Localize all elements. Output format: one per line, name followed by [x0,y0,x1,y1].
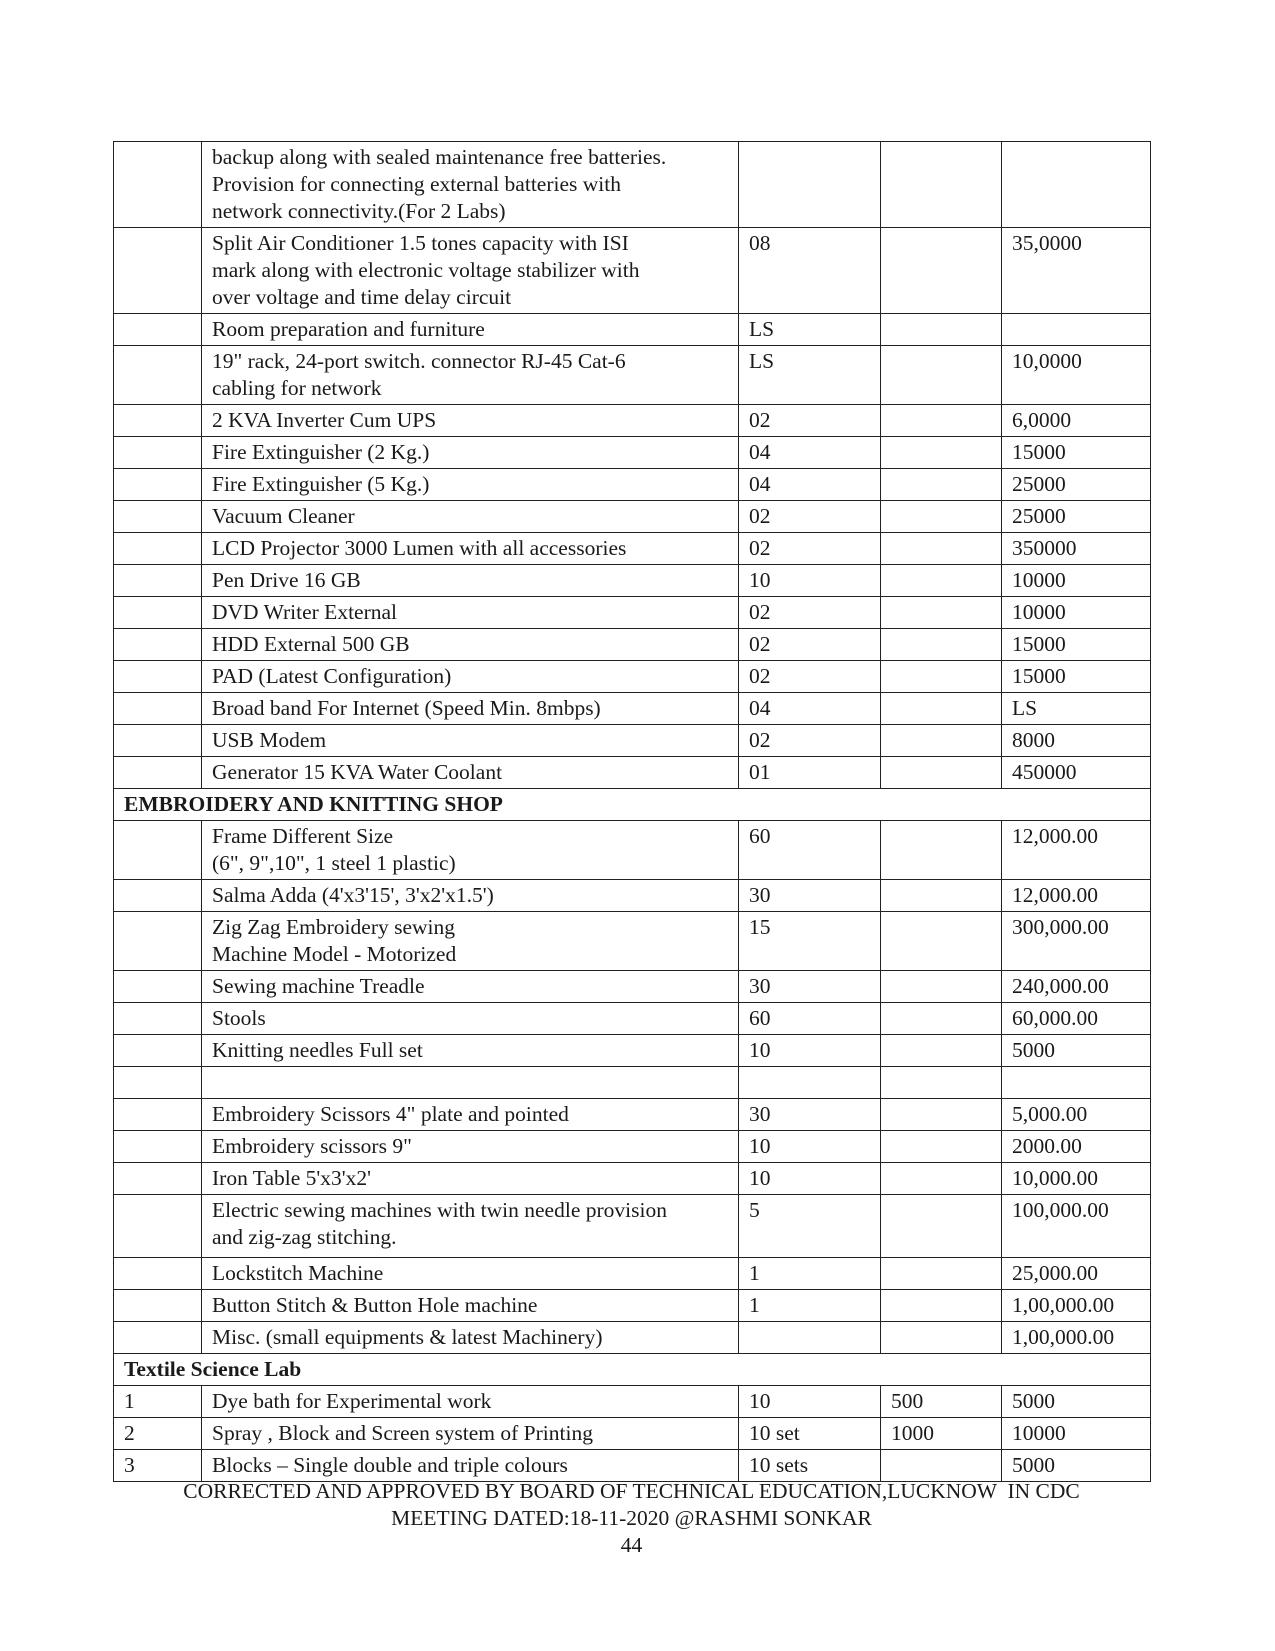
serial-number-cell [114,501,202,533]
description-cell: Zig Zag Embroidery sewing Machine Model - Motorized [202,912,739,971]
serial-number-cell [114,142,202,228]
description-cell: PAD (Latest Configuration) [202,661,739,693]
description-cell: Sewing machine Treadle [202,971,739,1003]
table-row [114,437,1151,469]
serial-number-cell [114,597,202,629]
cost-cell: 12,000.00 [1002,821,1151,880]
rate-cell [881,971,1002,1003]
table-row [114,1131,1151,1163]
cost-cell: 10000 [1002,597,1151,629]
rate-cell [881,501,1002,533]
description-cell: 19" rack, 24-port switch. connector RJ-45 Cat-6 cabling for network [202,346,739,405]
quantity-cell: 02 [739,533,881,565]
table-row [114,405,1151,437]
cost-cell: 5000 [1002,1450,1151,1482]
rate-cell [881,469,1002,501]
description-cell: Button Stitch & Button Hole machine [202,1290,739,1322]
rate-cell [881,880,1002,912]
description-cell: Iron Table 5'x3'x2' [202,1163,739,1195]
quantity-cell: 02 [739,629,881,661]
description-cell: Electric sewing machines with twin needle provision and zig-zag stitching. [202,1195,739,1258]
description-cell: Lockstitch Machine [202,1258,739,1290]
serial-number-cell [114,725,202,757]
quantity-cell [739,142,881,228]
rate-cell [881,1099,1002,1131]
cost-cell [1002,142,1151,228]
cost-cell: 350000 [1002,533,1151,565]
cost-cell: 6,0000 [1002,405,1151,437]
description-cell: Fire Extinguisher (2 Kg.) [202,437,739,469]
quantity-cell: 60 [739,821,881,880]
table-row [114,725,1151,757]
serial-number-cell [114,693,202,725]
table-row [114,1195,1151,1258]
description-cell: Split Air Conditioner 1.5 tones capacity with ISI mark along with electronic voltage stabilizer with over voltage and time delay circuit [202,228,739,314]
description-cell: Spray , Block and Screen system of Printing [202,1418,739,1450]
table-row [114,661,1151,693]
serial-number-cell [114,912,202,971]
cost-cell: 5000 [1002,1386,1151,1418]
cost-cell: 1,00,000.00 [1002,1290,1151,1322]
rate-cell [881,1035,1002,1067]
quantity-cell: 04 [739,437,881,469]
table-row [114,912,1151,971]
quantity-cell: 10 [739,1131,881,1163]
description-cell: Vacuum Cleaner [202,501,739,533]
cost-cell: 25,000.00 [1002,1258,1151,1290]
description-cell: backup along with sealed maintenance free batteries. Provision for connecting external batteries with network connectivity.(For 2 Labs) [202,142,739,228]
quantity-cell: 10 [739,1163,881,1195]
serial-number-cell [114,629,202,661]
rate-cell [881,1450,1002,1482]
section-row [114,1354,1151,1386]
rate-cell [881,629,1002,661]
cost-cell: 35,0000 [1002,228,1151,314]
serial-number-cell [114,314,202,346]
table-row [114,533,1151,565]
description-cell: Embroidery Scissors 4" plate and pointed [202,1099,739,1131]
cost-cell: 60,000.00 [1002,1003,1151,1035]
rate-cell: 1000 [881,1418,1002,1450]
page-footer [113,1478,1150,1559]
description-cell: USB Modem [202,725,739,757]
serial-number-cell [114,405,202,437]
cost-cell: 5,000.00 [1002,1099,1151,1131]
serial-number-cell: 2 [114,1418,202,1450]
quantity-cell: 02 [739,501,881,533]
cost-cell: 450000 [1002,757,1151,789]
table-row [114,1099,1151,1131]
table-body [114,142,1151,1482]
table-row [114,1163,1151,1195]
serial-number-cell [114,533,202,565]
rate-cell [881,693,1002,725]
description-cell: Knitting needles Full set [202,1035,739,1067]
rate-cell [881,1322,1002,1354]
rate-cell [881,1067,1002,1099]
serial-number-cell [114,1163,202,1195]
quantity-cell: 30 [739,880,881,912]
description-cell: Embroidery scissors 9" [202,1131,739,1163]
rate-cell [881,821,1002,880]
description-cell: DVD Writer External [202,597,739,629]
table-row [114,1322,1151,1354]
quantity-cell: LS [739,346,881,405]
cost-cell: 1,00,000.00 [1002,1322,1151,1354]
description-cell: HDD External 500 GB [202,629,739,661]
rate-cell [881,437,1002,469]
serial-number-cell [114,757,202,789]
description-cell: Frame Different Size (6", 9",10", 1 steel 1 plastic) [202,821,739,880]
serial-number-cell [114,1035,202,1067]
description-cell: Stools [202,1003,739,1035]
table-row [114,821,1151,880]
cost-cell: 25000 [1002,469,1151,501]
rate-cell [881,661,1002,693]
description-cell: Misc. (small equipments & latest Machinery) [202,1322,739,1354]
rate-cell [881,346,1002,405]
cost-cell: 10,0000 [1002,346,1151,405]
rate-cell [881,725,1002,757]
section-heading: Textile Science Lab [114,1354,1151,1386]
rate-cell [881,405,1002,437]
description-cell: Dye bath for Experimental work [202,1386,739,1418]
serial-number-cell [114,1099,202,1131]
serial-number-cell [114,469,202,501]
cost-cell: 5000 [1002,1035,1151,1067]
cost-cell: 10,000.00 [1002,1163,1151,1195]
quantity-cell: 08 [739,228,881,314]
serial-number-cell [114,228,202,314]
rate-cell [881,1163,1002,1195]
rate-cell [881,912,1002,971]
serial-number-cell [114,821,202,880]
quantity-cell: 04 [739,693,881,725]
table-row [114,314,1151,346]
section-row [114,789,1151,821]
serial-number-cell: 1 [114,1386,202,1418]
approval-line-1: CORRECTED AND APPROVED BY BOARD OF TECHNICAL EDUCATION,LUCKNOW IN CDC [183,1479,1080,1503]
description-cell: Blocks – Single double and triple colours [202,1450,739,1482]
quantity-cell: 60 [739,1003,881,1035]
quantity-cell: 04 [739,469,881,501]
table-row [114,565,1151,597]
table-row [114,469,1151,501]
serial-number-cell [114,1003,202,1035]
cost-cell: 240,000.00 [1002,971,1151,1003]
quantity-cell: 02 [739,597,881,629]
serial-number-cell [114,565,202,597]
quantity-cell [739,1322,881,1354]
table-row [114,1386,1151,1418]
quantity-cell: 02 [739,405,881,437]
serial-number-cell [114,346,202,405]
serial-number-cell [114,1322,202,1354]
table-row [114,1003,1151,1035]
table-row [114,880,1151,912]
quantity-cell: 30 [739,971,881,1003]
table-row [114,1418,1151,1450]
serial-number-cell: 3 [114,1450,202,1482]
cost-cell: 10000 [1002,1418,1151,1450]
table-row [114,597,1151,629]
cost-cell: 10000 [1002,565,1151,597]
rate-cell [881,142,1002,228]
rate-cell [881,1195,1002,1258]
quantity-cell: 30 [739,1099,881,1131]
table-row [114,501,1151,533]
description-cell: Generator 15 KVA Water Coolant [202,757,739,789]
section-heading: EMBROIDERY AND KNITTING SHOP [114,789,1151,821]
table-row [114,1067,1151,1099]
cost-cell: 8000 [1002,725,1151,757]
serial-number-cell [114,1290,202,1322]
cost-cell: 100,000.00 [1002,1195,1151,1258]
description-cell: Room preparation and furniture [202,314,739,346]
serial-number-cell [114,1195,202,1258]
rate-cell [881,533,1002,565]
table-row [114,757,1151,789]
cost-cell [1002,1067,1151,1099]
serial-number-cell [114,1067,202,1099]
quantity-cell: 10 sets [739,1450,881,1482]
rate-cell [881,1258,1002,1290]
quantity-cell: 01 [739,757,881,789]
quantity-cell: 1 [739,1258,881,1290]
cost-cell: 2000.00 [1002,1131,1151,1163]
rate-cell [881,565,1002,597]
rate-cell [881,757,1002,789]
description-cell: Fire Extinguisher (5 Kg.) [202,469,739,501]
table-row [114,1290,1151,1322]
table-row [114,346,1151,405]
serial-number-cell [114,661,202,693]
serial-number-cell [114,971,202,1003]
quantity-cell: 02 [739,725,881,757]
description-cell [202,1067,739,1099]
description-cell: Broad band For Internet (Speed Min. 8mbps) [202,693,739,725]
quantity-cell: 5 [739,1195,881,1258]
quantity-cell: 15 [739,912,881,971]
quantity-cell: 1 [739,1290,881,1322]
page-number: 44 [620,1533,643,1557]
rate-cell [881,1131,1002,1163]
approval-line-2: MEETING DATED:18-11-2020 @RASHMI SONKAR [391,1506,872,1530]
description-cell: LCD Projector 3000 Lumen with all accessories [202,533,739,565]
description-cell: 2 KVA Inverter Cum UPS [202,405,739,437]
serial-number-cell [114,1258,202,1290]
rate-cell: 500 [881,1386,1002,1418]
cost-cell [1002,314,1151,346]
rate-cell [881,1003,1002,1035]
cost-cell: LS [1002,693,1151,725]
cost-cell: 15000 [1002,629,1151,661]
cost-cell: 25000 [1002,501,1151,533]
quantity-cell [739,1067,881,1099]
table-row [114,142,1151,228]
table-row [114,971,1151,1003]
quantity-cell: 10 [739,1386,881,1418]
rate-cell [881,228,1002,314]
equipment-table [113,141,1151,1482]
table-row [114,693,1151,725]
rate-cell [881,1290,1002,1322]
table-row [114,629,1151,661]
table-row [114,1035,1151,1067]
rate-cell [881,597,1002,629]
quantity-cell: 02 [739,661,881,693]
quantity-cell: 10 [739,1035,881,1067]
quantity-cell: 10 set [739,1418,881,1450]
quantity-cell: 10 [739,565,881,597]
table-row [114,228,1151,314]
serial-number-cell [114,437,202,469]
description-cell: Salma Adda (4'x3'15', 3'x2'x1.5') [202,880,739,912]
table-row [114,1450,1151,1482]
table-row [114,1258,1151,1290]
cost-cell: 15000 [1002,661,1151,693]
description-cell: Pen Drive 16 GB [202,565,739,597]
serial-number-cell [114,880,202,912]
serial-number-cell [114,1131,202,1163]
cost-cell: 12,000.00 [1002,880,1151,912]
cost-cell: 300,000.00 [1002,912,1151,971]
cost-cell: 15000 [1002,437,1151,469]
quantity-cell: LS [739,314,881,346]
rate-cell [881,314,1002,346]
